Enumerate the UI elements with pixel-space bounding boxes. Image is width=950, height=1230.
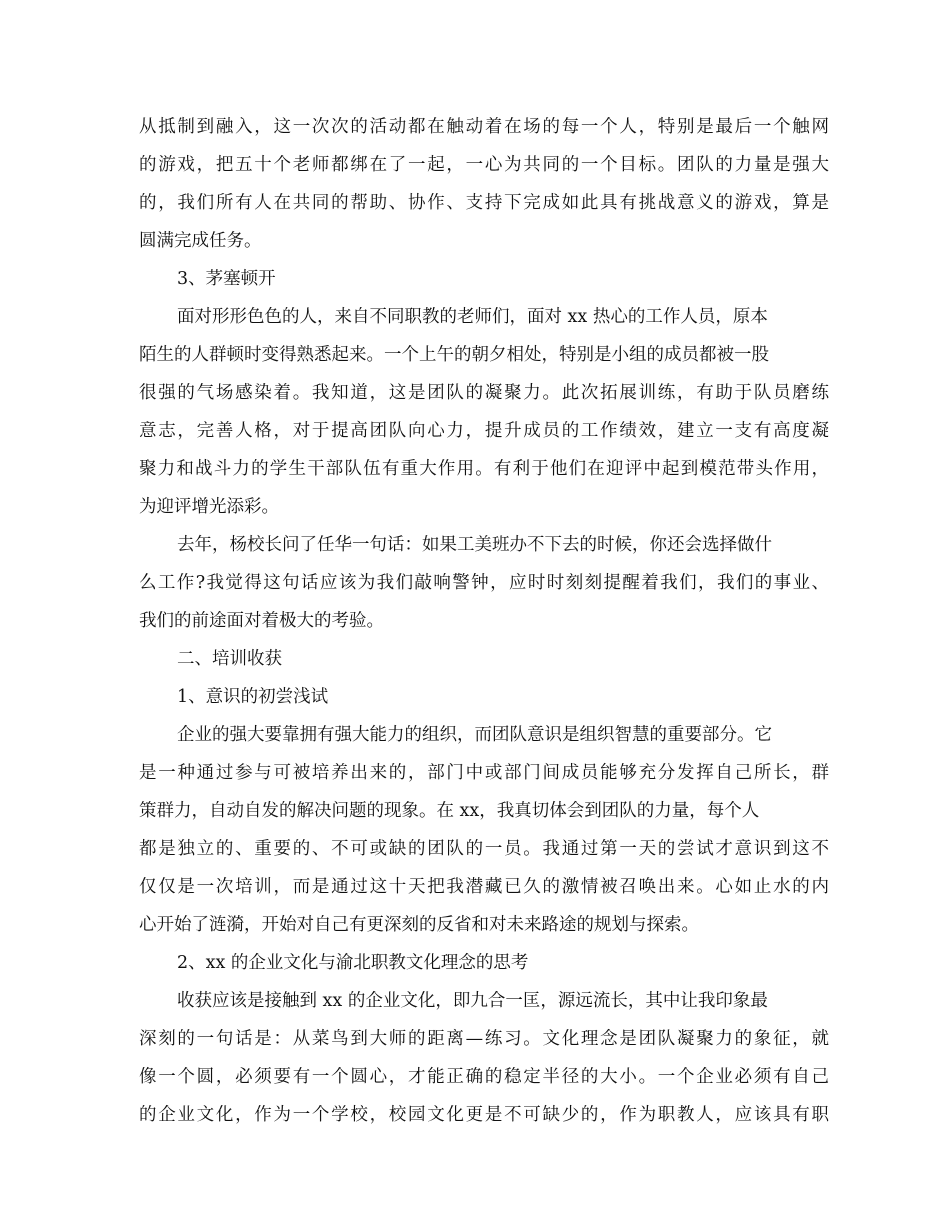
paragraph-line: 去年，杨校长问了任华一句话：如果工美班办不下去的时候，你还会选择做什 <box>177 535 772 555</box>
paragraph-line: 为迎评增光添彩。 <box>139 497 279 517</box>
paragraph-line: 聚力和战斗力的学生干部队伍有重大作用。有利于他们在迎评中起到模范带头作用， <box>139 459 829 479</box>
paragraph-line: 从抵制到融入，这一次次的活动都在触动着在场的每一个人，特别是最后一个触网 <box>139 117 829 137</box>
paragraph-line: 都是独立的、重要的、不可或缺的团队的一员。我通过第一天的尝试才意识到这不 <box>139 839 829 859</box>
paragraph-line: 深刻的一句话是：从菜鸟到大师的距离—练习。文化理念是团队凝聚力的象征，就 <box>139 1029 829 1049</box>
paragraph-line: 是一种通过参与可被培养出来的，部门中或部门间成员能够充分发挥自己所长，群 <box>139 763 829 783</box>
section-heading: 1、意识的初尝浅试 <box>177 687 329 707</box>
paragraph-line: 心开始了涟漪，开始对自己有更深刻的反省和对未来路途的规划与探索。 <box>139 915 699 935</box>
paragraph-line: 意志，完善人格，对于提高团队向心力，提升成员的工作绩效，建立一支有高度凝 <box>139 421 829 441</box>
paragraph-line: 的企业文化，作为一个学校，校园文化更是不可缺少的，作为职教人，应该具有职 <box>139 1105 829 1125</box>
section-heading: 二、培训收获 <box>177 649 282 669</box>
paragraph-line: 的，我们所有人在共同的帮助、协作、支持下完成如此具有挑战意义的游戏，算是 <box>139 193 829 213</box>
paragraph-line: 企业的强大要靠拥有强大能力的组织，而团队意识是组织智慧的重要部分。它 <box>177 725 772 745</box>
paragraph-line: 很强的气场感染着。我知道，这是团队的凝聚力。此次拓展训练，有助于队员磨练 <box>139 383 829 403</box>
paragraph-line: 仅仅是一次培训，而是通过这十天把我潜藏已久的激情被召唤出来。心如止水的内 <box>139 877 829 897</box>
paragraph-line: 陌生的人群顿时变得熟悉起来。一个上午的朝夕相处，特别是小组的成员都被一股 <box>139 345 769 365</box>
section-heading: 2、xx 的企业文化与渝北职教文化理念的思考 <box>177 953 529 973</box>
paragraph-line: 策群力，自动自发的解决问题的现象。在 xx，我真切体会到团队的力量，每个人 <box>139 801 760 821</box>
paragraph-line: 像一个圆，必须要有一个圆心，才能正确的稳定半径的大小。一个企业必须有自己 <box>139 1067 829 1087</box>
paragraph-line: 圆满完成任务。 <box>139 231 262 251</box>
paragraph-line: 的游戏，把五十个老师都绑在了一起，一心为共同的一个目标。团队的力量是强大 <box>139 155 829 175</box>
section-heading: 3、茅塞顿开 <box>177 269 276 289</box>
paragraph-line: 么工作?我觉得这句话应该为我们敲响警钟，应时时刻刻提醒着我们，我们的事业、 <box>139 573 829 593</box>
paragraph-line: 我们的前途面对着极大的考验。 <box>139 611 384 631</box>
paragraph-line: 收获应该是接触到 xx 的企业文化，即九合一匡，源远流长，其中让我印象最 <box>177 991 768 1011</box>
paragraph-line: 面对形形色色的人，来自不同职教的老师们，面对 xx 热心的工作人员，原本 <box>177 307 768 327</box>
